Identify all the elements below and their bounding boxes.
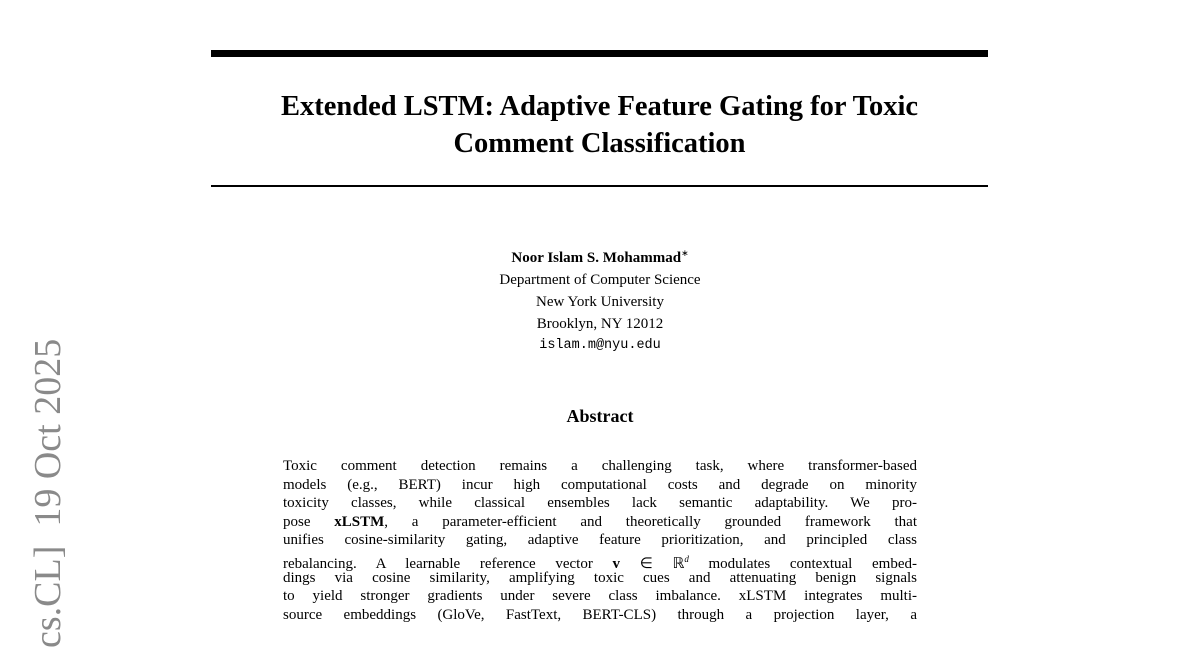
abstract-line: dings via cosine similarity, amplifying toxic cues and attenuating benign signals xyxy=(283,569,917,586)
abstract-line: models (e.g., BERT) incur high computational costs and degrade on minority xyxy=(283,476,917,493)
abstract-line: unifies cosine-similarity gating, adaptive feature prioritization, and principled class xyxy=(283,532,917,549)
author-department: Department of Computer Science xyxy=(499,272,701,288)
model-name: xLSTM xyxy=(334,513,385,530)
author-block xyxy=(400,242,800,357)
math-set: ∈ ℝ xyxy=(620,555,685,572)
text: rebalancing. A learnable reference vector xyxy=(283,555,613,572)
math-vector: v xyxy=(612,555,621,572)
paper-title xyxy=(211,88,988,162)
footnote-mark: ∗ xyxy=(681,248,689,258)
abstract-line: Toxic comment detection remains a challenging task, where transformer-based xyxy=(283,458,917,474)
abstract-body xyxy=(283,457,917,624)
abstract-line xyxy=(283,513,917,532)
math-exponent: d xyxy=(684,553,689,564)
author-name: Noor Islam S. Mohammad xyxy=(511,250,682,266)
abstract-line: toxicity classes, while classical ensembles lack semantic adaptability. We pro- xyxy=(283,495,917,512)
title-bottom-rule xyxy=(211,185,988,187)
author-location: Brooklyn, NY 12012 xyxy=(536,316,664,332)
author-university: New York University xyxy=(536,294,664,310)
author-email[interactable]: islam.m@nyu.edu xyxy=(539,338,661,353)
text: modulates contextual embed- xyxy=(688,555,917,572)
text: pose xyxy=(283,513,335,530)
title-line: Comment Classification xyxy=(453,128,746,159)
text: , a parameter-efficient and theoretically grounded framework that xyxy=(384,513,917,530)
title-line: Extended LSTM: Adaptive Feature Gating for Toxic xyxy=(280,91,919,122)
abstract-line xyxy=(283,550,917,572)
arxiv-side-stamp: cs.CL] 19 Oct 2025 xyxy=(27,338,69,648)
abstract-heading: Abstract xyxy=(566,406,634,426)
abstract-line: to yield stronger gradients under severe class imbalance. xLSTM integrates multi- xyxy=(283,588,917,605)
top-rule xyxy=(211,50,988,57)
abstract-line: source embeddings (GloVe, FastText, BERT-CLS) through a projection layer, a xyxy=(283,606,917,623)
